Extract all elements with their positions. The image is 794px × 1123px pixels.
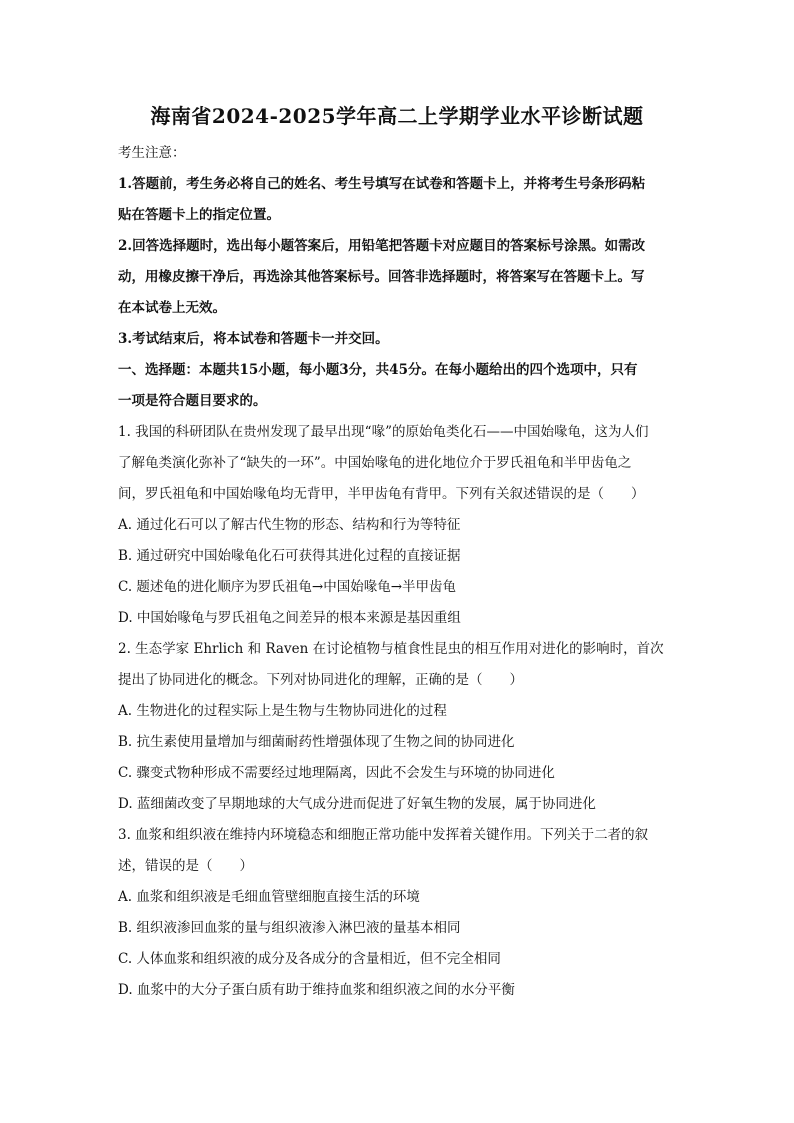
- question-3-option-c: C. 人体血浆和组织液的成分及各成分的含量相近，但不完全相同: [118, 951, 501, 967]
- section-heading-line-2: 一项是符合题目要求的。: [118, 393, 267, 409]
- question-2: [118, 634, 674, 820]
- question-1-stem-line-2: 了解龟类演化弥补了“缺失的一环”。中国始喙龟的进化地位介于罗氏祖龟和半甲齿龟之: [118, 455, 632, 471]
- question-3-option-b: B. 组织液渗回血浆的量与组织液渗入淋巴液的量基本相同: [118, 920, 461, 936]
- question-3-option-a: A. 血浆和组织液是毛细血管壁细胞直接生活的环境: [118, 889, 420, 905]
- question-1-stem-line-1: 1. 我国的科研团队在贵州发现了最早出现“喙”的原始龟类化石——中国始喙龟，这为人们: [118, 424, 649, 440]
- question-3: [118, 820, 674, 1006]
- notice-item-2-line-1: 2.回答选择题时，选出每小题答案后，用铅笔把答题卡对应题目的答案标号涂黑。如需改: [118, 238, 646, 254]
- question-1-option-c: C. 题述龟的进化顺序为罗氏祖龟→中国始喙龟→半甲齿龟: [118, 579, 457, 595]
- question-2-option-a: A. 生物进化的过程实际上是生物与生物协同进化的过程: [118, 703, 447, 719]
- notice-item-3-line-1: 3.考试结束后，将本试卷和答题卡一并交回。: [118, 331, 389, 347]
- exam-title: 海南省2024-2025学年高二上学期学业水平诊断试题: [150, 104, 644, 128]
- question-1-option-a: A. 通过化石可以了解古代生物的形态、结构和行为等特征: [118, 517, 461, 533]
- question-1: [118, 417, 674, 634]
- question-2-option-d: D. 蓝细菌改变了早期地球的大气成分进而促进了好氧生物的发展，属于协同进化: [118, 796, 596, 812]
- question-2-stem-line-2: 提出了协同进化的概念。下列对协同进化的理解，正确的是（ ）: [118, 672, 523, 688]
- question-1-option-b: B. 通过研究中国始喙龟化石可获得其进化过程的直接证据: [118, 548, 461, 564]
- question-2-option-c: C. 骤变式物种形成不需要经过地理隔离，因此不会发生与环境的协同进化: [118, 765, 555, 781]
- section-heading-line-1: 一、选择题：本题共15小题，每小题3分，共45分。在每小题给出的四个选项中，只有: [118, 362, 638, 378]
- question-3-option-d: D. 血浆中的大分子蛋白质有助于维持血浆和组织液之间的水分平衡: [118, 982, 515, 998]
- notice-heading: 考生注意：: [118, 145, 186, 161]
- notice-item-2-line-3: 在本试卷上无效。: [118, 300, 226, 316]
- question-3-stem-line-1: 3. 血浆和组织液在维持内环境稳态和细胞正常功能中发挥着关键作用。下列关于二者的叙: [118, 827, 649, 843]
- notice-item-2-line-2: 动，用橡皮擦干净后，再选涂其他答案标号。回答非选择题时，将答案写在答题卡上。写: [118, 269, 645, 285]
- question-2-stem-line-1: 2. 生态学家 Ehrlich 和 Raven 在讨论植物与植食性昆虫的相互作用对进化的影响时，首次: [118, 641, 664, 657]
- question-1-stem-line-3: 间，罗氏祖龟和中国始喙龟均无背甲，半甲齿龟有背甲。下列有关叙述错误的是（ ）: [118, 486, 645, 502]
- notice-section: [118, 138, 674, 1006]
- question-1-option-d: D. 中国始喙龟与罗氏祖龟之间差异的根本来源是基因重组: [118, 610, 461, 626]
- question-2-option-b: B. 抗生素使用量增加与细菌耐药性增强体现了生物之间的协同进化: [118, 734, 515, 750]
- notice-item-1-line-1: 1.答题前，考生务必将自己的姓名、考生号填写在试卷和答题卡上，并将考生号条形码粘: [118, 176, 646, 192]
- question-3-stem-line-2: 述，错误的是（ ）: [118, 858, 253, 874]
- notice-item-1-line-2: 贴在答题卡上的指定位置。: [118, 207, 280, 223]
